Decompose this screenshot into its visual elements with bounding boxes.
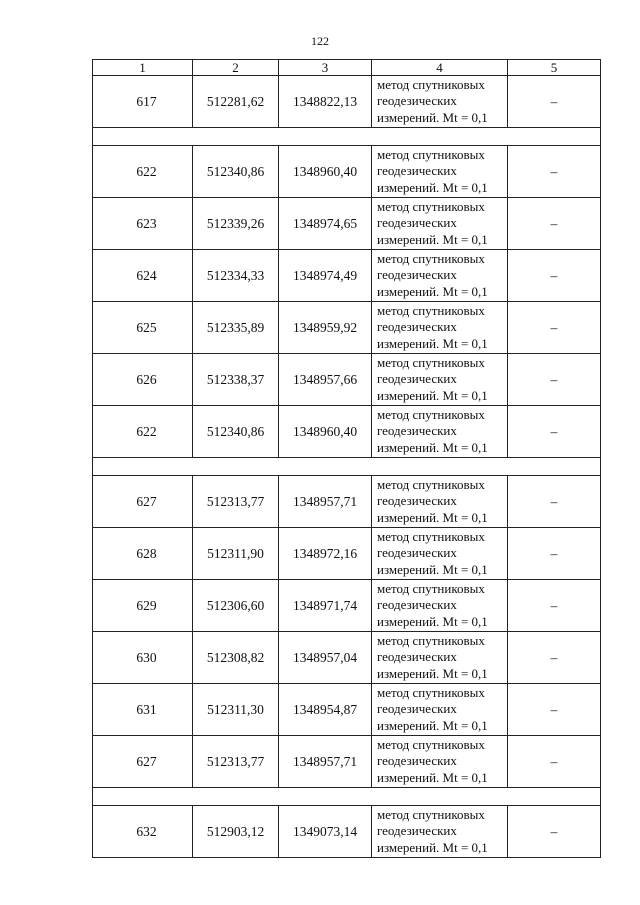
note-cell: – [508,198,601,250]
method-text-line: измерений. Mt = 0,1 [377,613,488,629]
method-text-line: геодезических [377,163,457,179]
method-text-line: измерений. Mt = 0,1 [377,769,488,785]
y-coordinate-cell: 1348974,65 [279,198,372,250]
x-coordinate-cell: 512308,82 [193,632,279,684]
x-coordinate-cell: 512313,77 [193,736,279,788]
point-number-cell: 630 [93,632,193,684]
method-text-line: метод спутниковых [377,684,485,700]
method-text-line: метод спутниковых [377,250,485,266]
point-number-cell: 627 [93,736,193,788]
header-cell: 3 [279,60,372,76]
point-number-cell: 622 [93,146,193,198]
y-coordinate-cell: 1348960,40 [279,406,372,458]
y-coordinate-cell: 1349073,14 [279,806,372,858]
table-row [93,354,601,406]
x-coordinate-cell: 512334,33 [193,250,279,302]
method-text-line: геодезических [377,649,457,665]
method-cell [372,76,508,128]
y-coordinate-cell: 1348959,92 [279,302,372,354]
y-coordinate-cell: 1348957,66 [279,354,372,406]
method-cell [372,684,508,736]
method-text-line: геодезических [377,319,457,335]
method-text-line: метод спутниковых [377,76,485,92]
method-text-line: измерений. Mt = 0,1 [377,335,488,351]
x-coordinate-cell: 512306,60 [193,580,279,632]
method-text-line: метод спутниковых [377,302,485,318]
point-number-cell: 622 [93,406,193,458]
separator-row [93,128,601,146]
y-coordinate-cell: 1348822,13 [279,76,372,128]
table-row [93,302,601,354]
y-coordinate-cell: 1348957,04 [279,632,372,684]
separator-row [93,788,601,806]
method-cell [372,632,508,684]
x-coordinate-cell: 512903,12 [193,806,279,858]
method-text-line: измерений. Mt = 0,1 [377,109,488,125]
x-coordinate-cell: 512338,37 [193,354,279,406]
point-number-cell: 628 [93,528,193,580]
method-text-line: измерений. Mt = 0,1 [377,439,488,455]
separator-row [93,458,601,476]
point-number-cell: 632 [93,806,193,858]
y-coordinate-cell: 1348960,40 [279,146,372,198]
x-coordinate-cell: 512311,30 [193,684,279,736]
method-text-line: метод спутниковых [377,476,485,492]
note-cell: – [508,406,601,458]
point-number-cell: 617 [93,76,193,128]
table-row [93,406,601,458]
note-cell: – [508,580,601,632]
table-row [93,580,601,632]
method-text-line: измерений. Mt = 0,1 [377,283,488,299]
method-text-line: измерений. Mt = 0,1 [377,179,488,195]
method-cell [372,146,508,198]
table-row [93,684,601,736]
method-text-line: измерений. Mt = 0,1 [377,717,488,733]
method-cell [372,354,508,406]
point-number-cell: 631 [93,684,193,736]
table-row [93,76,601,128]
method-text-line: измерений. Mt = 0,1 [377,509,488,525]
method-text-line: геодезических [377,267,457,283]
method-text-line: измерений. Mt = 0,1 [377,231,488,247]
note-cell: – [508,736,601,788]
header-cell: 5 [508,60,601,76]
header-row [93,60,601,76]
x-coordinate-cell: 512339,26 [193,198,279,250]
method-text-line: геодезических [377,215,457,231]
table-row [93,806,601,858]
method-cell [372,406,508,458]
method-text-line: метод спутниковых [377,198,485,214]
point-number-cell: 624 [93,250,193,302]
separator-cell [93,128,601,146]
x-coordinate-cell: 512311,90 [193,528,279,580]
method-cell [372,736,508,788]
method-text-line: геодезических [377,597,457,613]
method-text-line: измерений. Mt = 0,1 [377,387,488,403]
header-cell: 1 [93,60,193,76]
page-number: 122 [311,34,329,48]
table-row [93,736,601,788]
table-body [93,60,601,858]
method-cell [372,580,508,632]
method-text-line: измерений. Mt = 0,1 [377,839,488,855]
y-coordinate-cell: 1348957,71 [279,476,372,528]
separator-cell [93,458,601,476]
method-cell [372,198,508,250]
method-text-line: измерений. Mt = 0,1 [377,561,488,577]
point-number-cell: 629 [93,580,193,632]
method-cell [372,250,508,302]
table-row [93,198,601,250]
method-cell [372,528,508,580]
table-row [93,146,601,198]
method-text-line: геодезических [377,93,457,109]
note-cell: – [508,250,601,302]
note-cell: – [508,302,601,354]
table-row [93,476,601,528]
method-cell [372,806,508,858]
method-text-line: метод спутниковых [377,146,485,162]
x-coordinate-cell: 512281,62 [193,76,279,128]
header-cell: 4 [372,60,508,76]
note-cell: – [508,684,601,736]
y-coordinate-cell: 1348971,74 [279,580,372,632]
y-coordinate-cell: 1348974,49 [279,250,372,302]
y-coordinate-cell: 1348972,16 [279,528,372,580]
method-cell [372,302,508,354]
method-text-line: геодезических [377,493,457,509]
note-cell: – [508,354,601,406]
note-cell: – [508,76,601,128]
note-cell: – [508,528,601,580]
method-text-line: метод спутниковых [377,406,485,422]
y-coordinate-cell: 1348957,71 [279,736,372,788]
note-cell: – [508,146,601,198]
method-text-line: геодезических [377,423,457,439]
x-coordinate-cell: 512313,77 [193,476,279,528]
x-coordinate-cell: 512340,86 [193,146,279,198]
table-row [93,528,601,580]
method-text-line: метод спутниковых [377,580,485,596]
method-text-line: геодезических [377,545,457,561]
method-text-line: метод спутниковых [377,354,485,370]
separator-cell [93,788,601,806]
x-coordinate-cell: 512335,89 [193,302,279,354]
method-text-line: метод спутниковых [377,736,485,752]
x-coordinate-cell: 512340,86 [193,406,279,458]
method-text-line: метод спутниковых [377,806,485,822]
point-number-cell: 626 [93,354,193,406]
method-cell [372,476,508,528]
method-text-line: геодезических [377,701,457,717]
method-text-line: измерений. Mt = 0,1 [377,665,488,681]
y-coordinate-cell: 1348954,87 [279,684,372,736]
note-cell: – [508,632,601,684]
method-text-line: метод спутниковых [377,632,485,648]
note-cell: – [508,806,601,858]
method-text-line: метод спутниковых [377,528,485,544]
coordinates-table [92,59,601,858]
method-text-line: геодезических [377,823,457,839]
point-number-cell: 625 [93,302,193,354]
method-text-line: геодезических [377,753,457,769]
point-number-cell: 623 [93,198,193,250]
table-row [93,632,601,684]
point-number-cell: 627 [93,476,193,528]
header-cell: 2 [193,60,279,76]
table-row [93,250,601,302]
note-cell: – [508,476,601,528]
method-text-line: геодезических [377,371,457,387]
